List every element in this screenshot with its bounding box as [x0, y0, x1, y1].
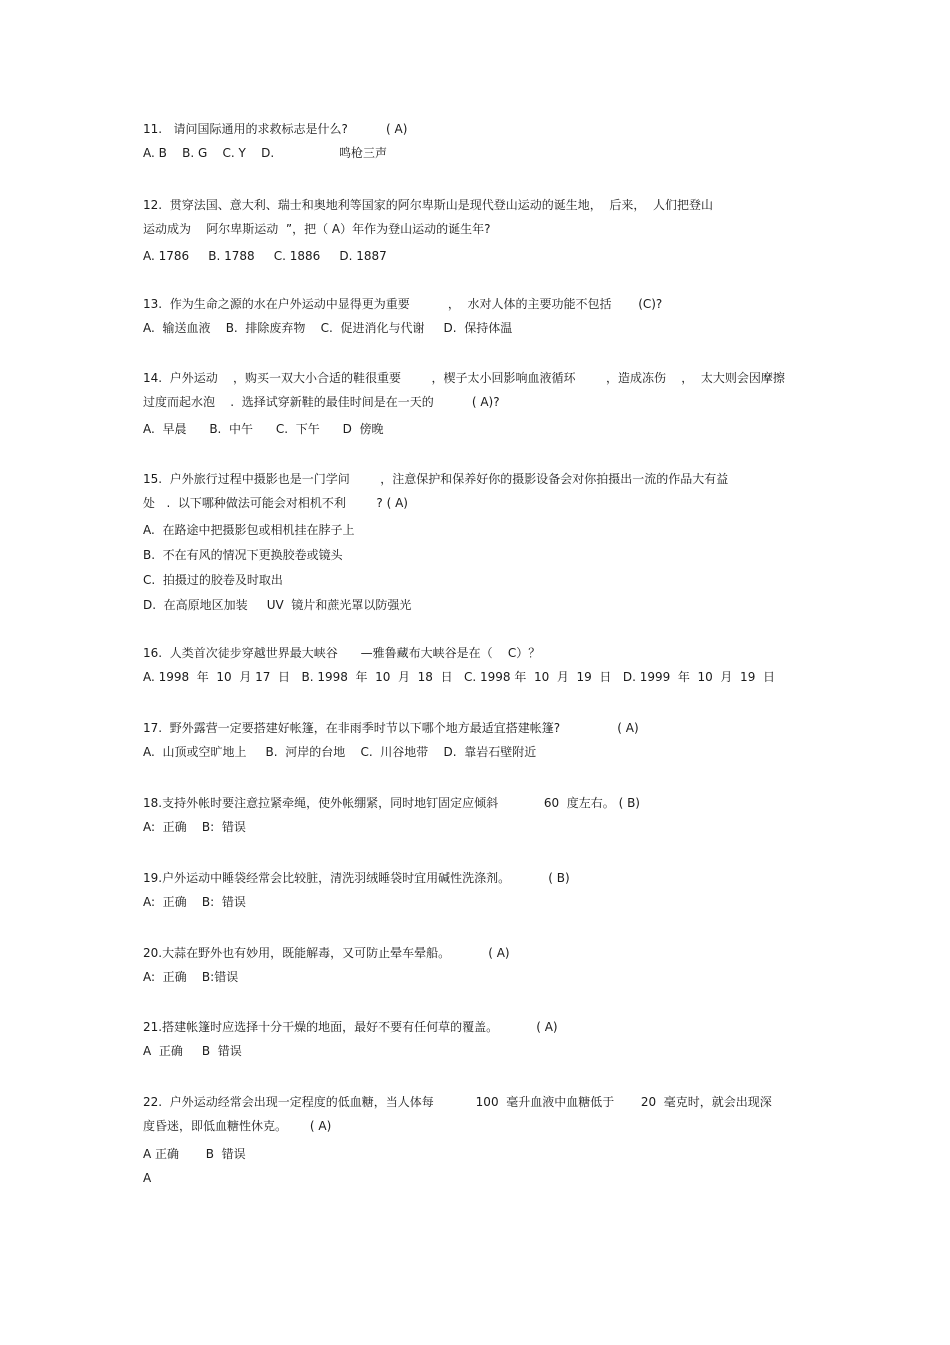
- question-19: [143, 866, 808, 914]
- question-options: A 正确 B 错误: [143, 1044, 242, 1058]
- question-option-c: C. 拍摄过的胶卷及时取出: [143, 573, 283, 587]
- question-options: A. 1786 B. 1788 C. 1886 D. 1887: [143, 249, 387, 263]
- question-options: A. 输送血液 B. 排除废弃物 C. 促进消化与代谢 D. 保持体温: [143, 321, 513, 335]
- answer-note: A: [143, 1171, 152, 1185]
- question-14: [143, 366, 808, 441]
- question-text: 11. 请问国际通用的求救标志是什么? ( A): [143, 122, 408, 136]
- question-20: [143, 941, 808, 989]
- question-options: A: 正确 B: 错误: [143, 820, 246, 834]
- question-options: A: 正确 B: 错误: [143, 895, 246, 909]
- question-16: [143, 641, 808, 689]
- question-text: 19.户外运动中睡袋经常会比较脏，清洗羽绒睡袋时宜用碱性洗涤剂。 ( B): [143, 871, 570, 885]
- question-option-d: D. 在高原地区加装 UV 镜片和蔗光罩以防强光: [143, 598, 412, 612]
- question-11: [143, 117, 808, 165]
- question-text: 17. 野外露营一定要搭建好帐篷，在非雨季时节以下哪个地方最适宜搭建帐篷? ( A): [143, 721, 639, 735]
- question-text-continued: 度昏迷，即低血糖性休克。 ( A): [143, 1119, 332, 1133]
- question-options: A. 1998 年 10 月 17 日 B. 1998 年 10 月 18 日 C. 1998 年 10 月 19 日 D. 1999 年 10 月 19 日: [143, 670, 775, 684]
- question-options: A. 山顶或空旷地上 B. 河岸的台地 C. 川谷地带 D. 靠岩石壁附近: [143, 745, 537, 759]
- question-text: 22. 户外运动经常会出现一定程度的低血糖，当人体每 100 毫升血液中血糖低于 20 毫克时，就会出现深: [143, 1095, 772, 1109]
- question-text: 21.搭建帐篷时应选择十分干燥的地面，最好不要有任何草的覆盖。 ( A): [143, 1020, 558, 1034]
- question-option-a: A. 在路途中把摄影包或相机挂在脖子上: [143, 523, 355, 537]
- question-text: 13. 作为生命之源的水在户外运动中显得更为重要 ， 水对人体的主要功能不包括 (C)?: [143, 297, 663, 311]
- question-text-continued: 运动成为 阿尔卑斯运动 ”，把（ A）年作为登山运动的诞生年?: [143, 222, 491, 236]
- question-options: A 正确 B 错误: [143, 1147, 246, 1161]
- question-option-b: B. 不在有风的情况下更换胶卷或镜头: [143, 548, 343, 562]
- question-21: [143, 1015, 808, 1063]
- question-options: A: 正确 B:错误: [143, 970, 239, 984]
- question-15: [143, 467, 808, 617]
- question-text: 16. 人类首次徒步穿越世界最大峡谷 —雅鲁藏布大峡谷是在（ C）？: [143, 646, 541, 660]
- question-options: A. 早晨 B. 中午 C. 下午 D 傍晚: [143, 422, 384, 436]
- question-text: 20.大蒜在野外也有妙用，既能解毒，又可防止晕车晕船。 ( A): [143, 946, 510, 960]
- question-17: [143, 716, 808, 764]
- question-text-continued: 过度而起水泡 . 选择试穿新鞋的最佳时间是在一天的 ( A)?: [143, 395, 500, 409]
- question-13: [143, 292, 808, 340]
- question-12: [143, 193, 808, 268]
- question-22: [143, 1090, 808, 1190]
- question-options: A. B B. G C. Y D. 鸣枪三声: [143, 146, 388, 160]
- question-text: 12. 贯穿法国、意大利、瑞士和奥地利等国家的阿尔卑斯山是现代登山运动的诞生地， 后来， 人们把登山: [143, 198, 713, 212]
- question-18: [143, 791, 808, 839]
- question-text-continued: 处 . 以下哪种做法可能会对相机不利 ? ( A): [143, 496, 408, 510]
- question-text: 15. 户外旅行过程中摄影也是一门学问 ，注意保护和保养好你的摄影设备会对你拍摄出一流的作品大有益: [143, 472, 729, 486]
- question-text: 18.支持外帐时要注意拉紧牵绳，使外帐绷紧，同时地钉固定应倾斜 60 度左右。 ( B): [143, 796, 640, 810]
- question-text: 14. 户外运动 ，购买一双大小合适的鞋很重要 ，楔子太小回影响血液循环 ，造成冻伤 ， 太大则会因摩擦: [143, 371, 785, 385]
